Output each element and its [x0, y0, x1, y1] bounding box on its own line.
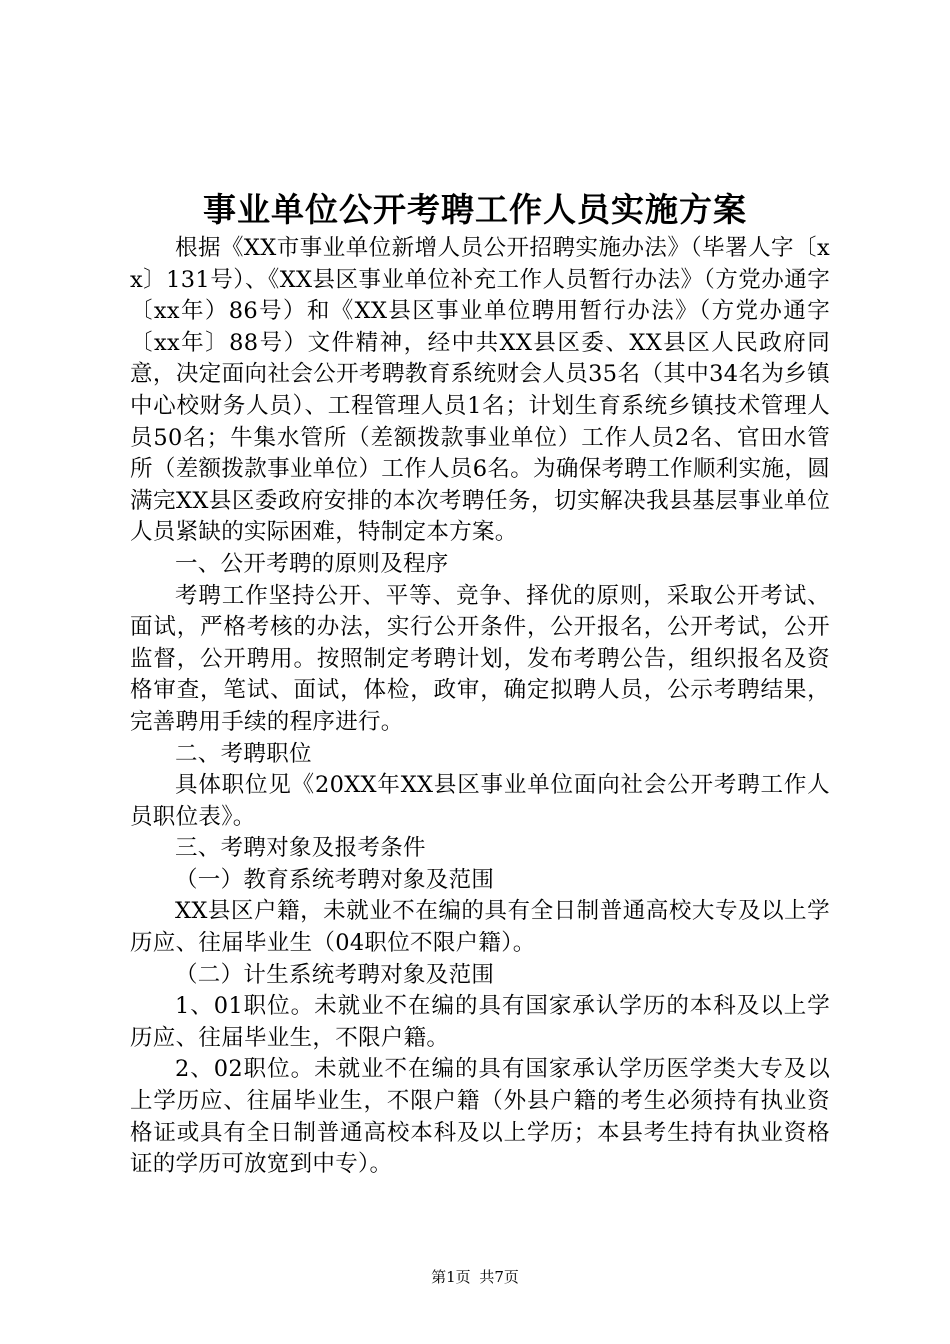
paragraph-positions: 具体职位见《20XX年XX县区事业单位面向社会公开考聘工作人员职位表》。 [130, 772, 830, 830]
section-heading-principles: 一、公开考聘的原则及程序 [175, 550, 449, 577]
paragraph-education: XX县区户籍，未就业不在编的具有全日制普通高校大专及以上学历应、往届毕业生（04职位不限户籍）。 [130, 898, 830, 957]
document-title: 事业单位公开考聘工作人员实施方案 [203, 190, 747, 229]
paragraph-principles: 考聘工作坚持公开、平等、竞争、择优的原则，采取公开考试、面试，严格考核的办法，实行公开条件，公开报名，公开考试，公开监督，公开聘用。按照制定考聘计划，发布考聘公告，组织报名及资格审查，笔试、面试，体检，政审，确定拟聘人员，公示考聘结果，完善聘用手续的程序进行。 [130, 582, 830, 735]
section-heading-positions: 二、考聘职位 [175, 740, 312, 767]
subheading-education: （一）教育系统考聘对象及范围 [175, 866, 495, 893]
page-footer [0, 1267, 950, 1287]
page-number: 第1页 [431, 1268, 471, 1286]
paragraph-position-01: 1、01职位。未就业不在编的具有国家承认学历的本科及以上学历应、往届毕业生，不限户籍。 [130, 993, 830, 1051]
page-total: 共7页 [479, 1268, 519, 1286]
section-heading-eligibility: 三、考聘对象及报考条件 [175, 835, 426, 862]
paragraph-intro: 根据《XX市事业单位新增人员公开招聘实施办法》（毕署人字〔xx〕131号）、《XX县区事业单位补充工作人员暂行办法》（方党办通字〔xx年）86号）和《XX县区事业单位聘用暂行办法》（方党办通字〔xx年〕88号）文件精神，经中共XX县区委、XX县区人民政府同意，决定面向社会公开考聘教育系统财会人员35名（其中34名为乡镇中心校财务人员）、工程管理人员1名；计划生育系统乡镇技术管理人员50名；牛集水管所（差额拨款事业单位）工作人员2名、官田水管所（差额拨款事业单位）工作人员6名。为确保考聘工作顺利实施，圆满完XX县区委政府安排的本次考聘任务，切实解决我县基层事业单位人员紧缺的实际困难，特制定本方案。 [130, 235, 830, 546]
paragraph-position-02: 2、02职位。未就业不在编的具有国家承认学历医学类大专及以上学历应、往届毕业生，不限户籍（外县户籍的考生必须持有执业资格证或具有全日制普通高校本科及以上学历；本县考生持有执业资格证的学历可放宽到中专）。 [130, 1056, 830, 1178]
document-body [130, 233, 830, 1181]
subheading-family-planning: （二）计生系统考聘对象及范围 [175, 961, 495, 988]
